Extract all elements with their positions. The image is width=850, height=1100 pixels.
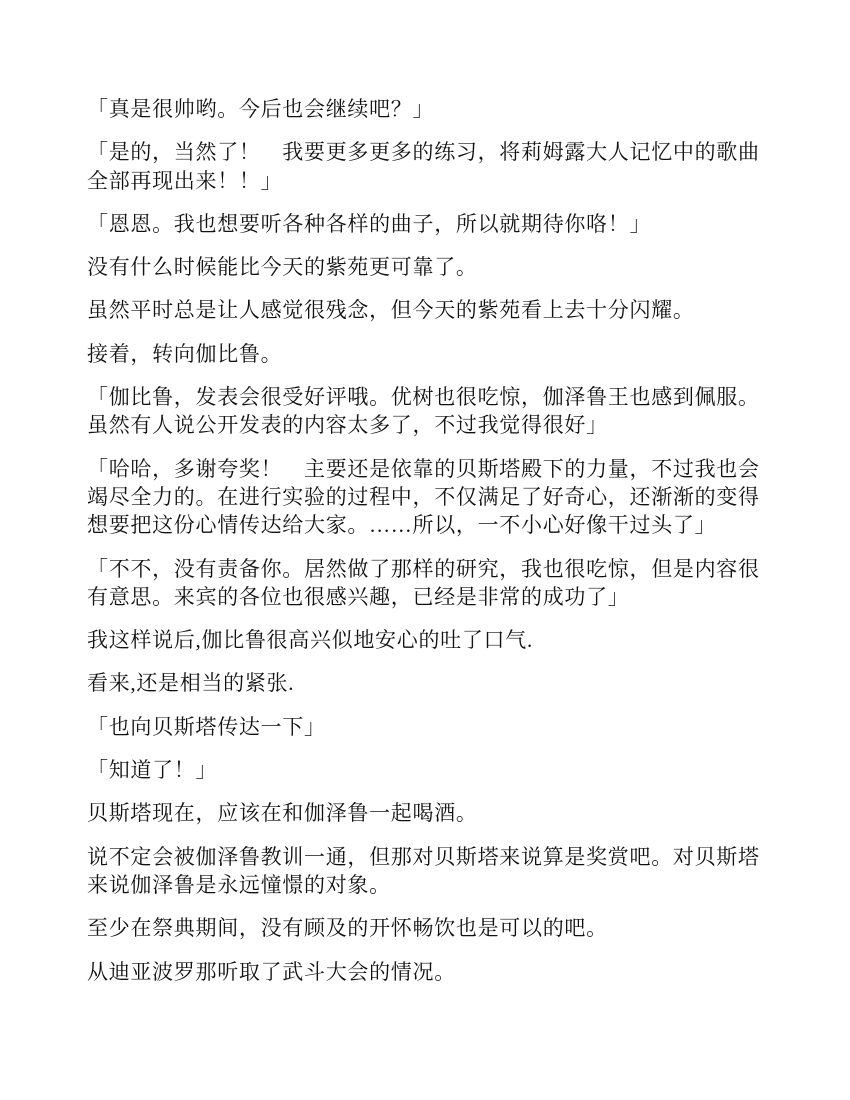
paragraph: 「也向贝斯塔传达一下」 [87, 714, 326, 739]
paragraph: 接着，转向伽比鲁。 [87, 341, 283, 366]
paragraph: 「不不，没有责备你。居然做了那样的研究，我也很吃惊，但是内容很有意思。来宾的各位也很感兴趣，已经是非常的成功了」 [87, 556, 760, 609]
paragraph: 「恩恩。我也想要听各种各样的曲子，所以就期待你咯！」 [87, 211, 652, 236]
paragraph: 「知道了！」 [87, 758, 218, 783]
paragraph: 「伽比鲁，发表会很受好评哦。优树也很吃惊，伽泽鲁王也感到佩服。虽然有人说公开发表的内容太多了，不过我觉得很好」 [87, 385, 760, 438]
paragraph: 虽然平时总是让人感觉很残念，但今天的紫苑看上去十分闪耀。 [87, 298, 695, 323]
paragraph: 我这样说后,伽比鲁很高兴似地安心的吐了口气. [87, 628, 533, 653]
paragraph: 说不定会被伽泽鲁教训一通，但那对贝斯塔来说算是奖赏吧。对贝斯塔来说伽泽鲁是永远憧憬的对象。 [87, 844, 760, 897]
paragraph: 没有什么时候能比今天的紫苑更可靠了。 [87, 255, 478, 280]
paragraph: 看来,还是相当的紧张. [87, 671, 295, 696]
paragraph: 「真是很帅哟。今后也会继续吧？」 [87, 97, 435, 121]
paragraph: 从迪亚波罗那听取了武斗大会的情况。 [87, 959, 456, 984]
paragraph: 「哈哈，多谢夸奖！ 主要还是依靠的贝斯塔殿下的力量，不过我也会竭尽全力的。在进行实验的过程中，不仅满足了好奇心，还渐渐的变得想要把这份心情传达给大家。……所以，一不小心好像干过头了」 [87, 456, 760, 538]
paragraph: 至少在祭典期间，没有顾及的开怀畅饮也是可以的吧。 [87, 916, 608, 941]
novel-text-page [87, 0, 763, 986]
paragraph: 「是的，当然了！ 我要更多更多的练习，将莉姆露大人记忆中的歌曲全部再现出来！！」 [87, 140, 760, 193]
paragraph: 贝斯塔现在，应该在和伽泽鲁一起喝酒。 [87, 801, 478, 826]
